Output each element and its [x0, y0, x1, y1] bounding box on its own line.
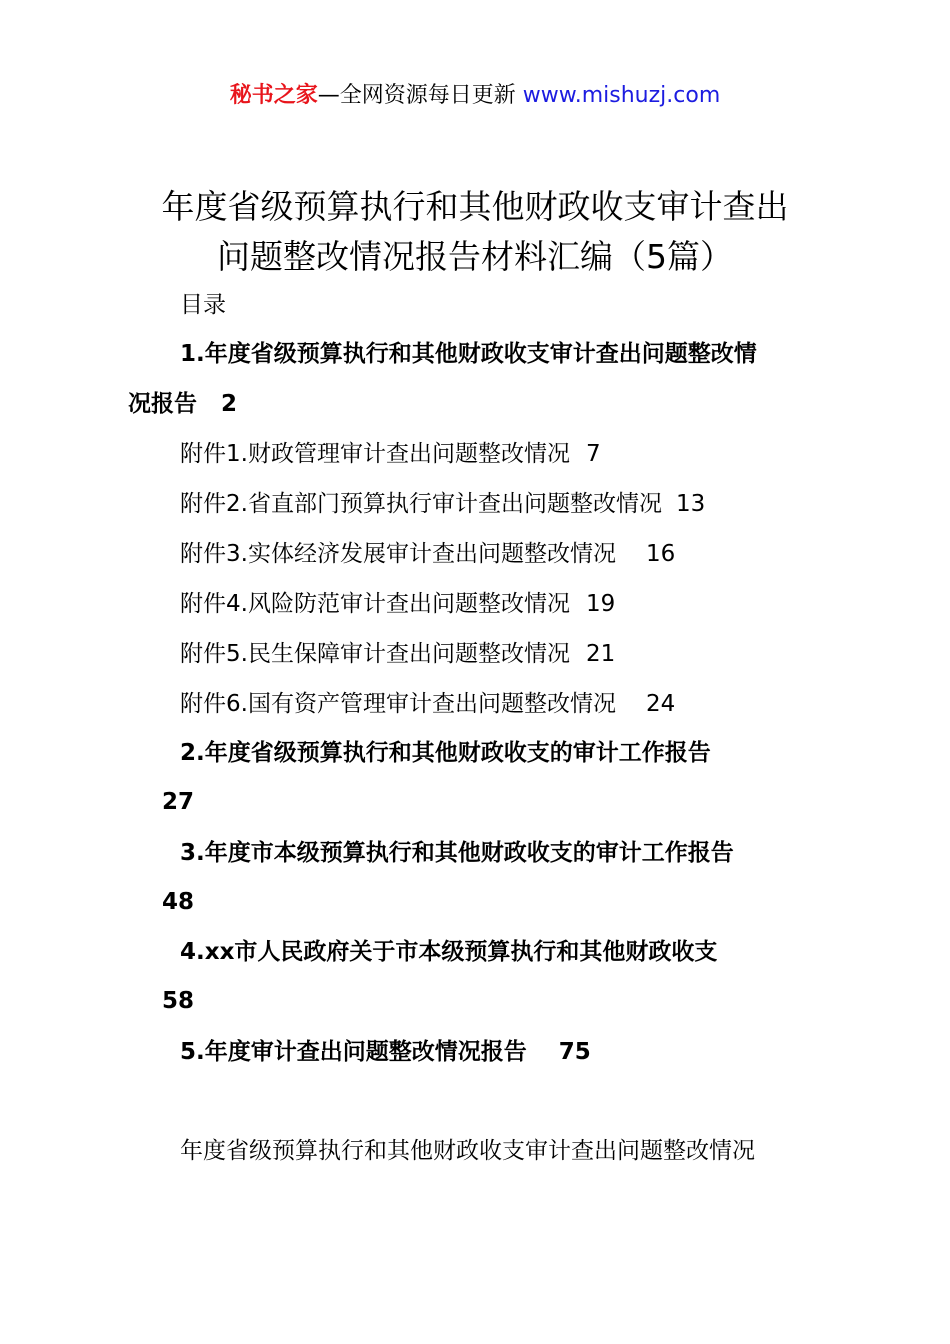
document-title-line-2: 问题整改情况报告材料汇编（5篇） [217, 237, 733, 276]
toc-entry-label: 附件3.实体经济发展审计查出问题整改情况 [180, 541, 616, 567]
toc-page-number: 13 [675, 491, 706, 517]
page-header [0, 80, 950, 112]
toc-page-number: 19 [585, 591, 616, 617]
toc-heading: 目录 [180, 292, 226, 318]
toc-entry-4-label[interactable]: 4.xx市人民政府关于市本级预算执行和其他财政收支 [180, 939, 718, 965]
toc-entry-attachment-6[interactable] [180, 687, 675, 721]
toc-entry-2-page: 27 [162, 789, 195, 815]
toc-page-number: 75 [558, 1039, 591, 1065]
toc-entry-label: 附件5.民生保障审计查出问题整改情况 [180, 641, 570, 667]
toc-entry-label: 况报告 [128, 391, 197, 417]
toc-entry-3-page: 48 [162, 889, 195, 915]
website-link[interactable]: www.mishuzj.com [522, 83, 721, 108]
toc-entry-1-line-2[interactable] [128, 387, 237, 421]
toc-entry-label: 附件2.省直部门预算执行审计查出问题整改情况 [180, 491, 662, 517]
toc-entry-attachment-2[interactable] [180, 487, 705, 521]
toc-entry-4-page: 58 [162, 988, 195, 1014]
toc-entry-attachment-5[interactable] [180, 637, 615, 671]
brand-name: 秘书之家 [229, 83, 318, 108]
toc-entry-attachment-3[interactable] [180, 537, 675, 571]
toc-entry-label: 5.年度审计查出问题整改情况报告 [180, 1039, 527, 1065]
document-title-line-1: 年度省级预算执行和其他财政收支审计查出 [161, 187, 789, 226]
toc-entry-1-line-1[interactable]: 1.年度省级预算执行和其他财政收支审计查出问题整改情 [180, 341, 757, 367]
toc-page-number: 16 [645, 541, 676, 567]
body-section-heading: 年度省级预算执行和其他财政收支审计查出问题整改情况 [180, 1138, 755, 1164]
toc-entry-label: 附件1.财政管理审计查出问题整改情况 [180, 441, 570, 467]
toc-entry-attachment-4[interactable] [180, 587, 615, 621]
toc-page-number: 7 [585, 441, 601, 467]
toc-page-number: 24 [645, 691, 676, 717]
toc-entry-3-label[interactable]: 3.年度市本级预算执行和其他财政收支的审计工作报告 [180, 840, 734, 866]
toc-entry-label: 附件6.国有资产管理审计查出问题整改情况 [180, 691, 616, 717]
toc-entry-attachment-1[interactable] [180, 437, 601, 471]
toc-entry-label: 附件4.风险防范审计查出问题整改情况 [180, 591, 570, 617]
toc-entry-2-label[interactable]: 2.年度省级预算执行和其他财政收支的审计工作报告 [180, 740, 711, 766]
toc-page-number: 21 [585, 641, 616, 667]
toc-page-number: 2 [221, 391, 238, 417]
toc-entry-5[interactable] [180, 1035, 591, 1069]
header-tagline: —全网资源每日更新 [317, 83, 516, 108]
